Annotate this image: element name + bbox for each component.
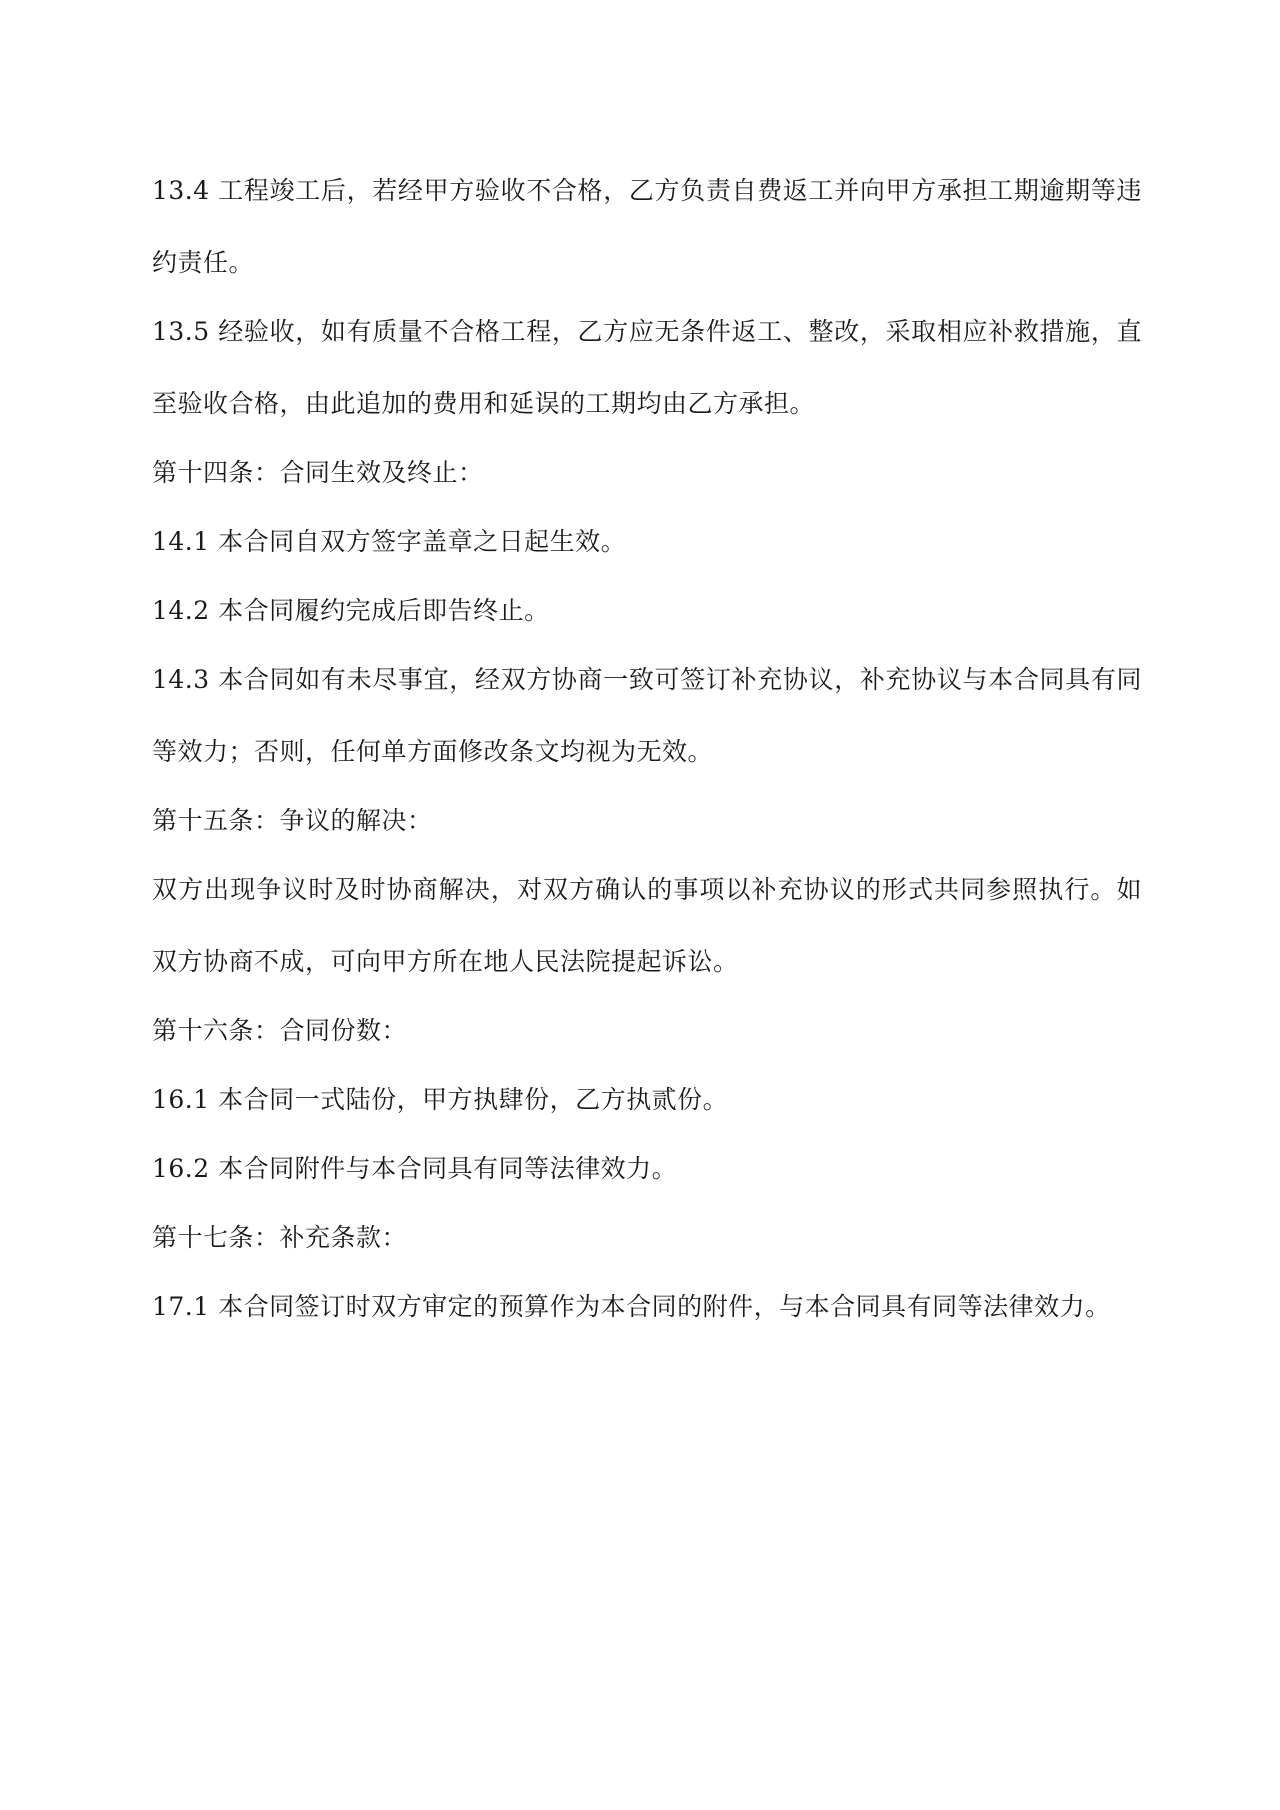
article-16-heading: 第十六条：合同份数： xyxy=(152,1016,408,1045)
clause-16-1: 16.1 本合同一式陆份，甲方执肆份，乙方执贰份。 xyxy=(152,1085,729,1114)
clause-13-4: 13.4 工程竣工后，若经甲方验收不合格，乙方负责自费返工并向甲方承担工期逾期等违约责任。 xyxy=(152,176,1142,277)
clause-17-1: 17.1 本合同签订时双方审定的预算作为本合同的附件，与本合同具有同等法律效力。 xyxy=(152,1292,1111,1321)
clause-16-2: 16.2 本合同附件与本合同具有同等法律效力。 xyxy=(152,1154,678,1183)
article-17-heading: 第十七条：补充条款： xyxy=(152,1223,408,1252)
clause-14-2: 14.2 本合同履约完成后即告终止。 xyxy=(152,596,550,625)
article-15-heading: 第十五条：争议的解决： xyxy=(152,806,433,835)
document-body xyxy=(152,165,1142,1350)
clause-14-3: 14.3 本合同如有未尽事宜，经双方协商一致可签订补充协议，补充协议与本合同具有同等效力；否则，任何单方面修改条文均视为无效。 xyxy=(152,665,1142,766)
clause-14-1: 14.1 本合同自双方签字盖章之日起生效。 xyxy=(152,527,627,556)
article-14-heading: 第十四条：合同生效及终止： xyxy=(152,458,484,487)
clause-13-5: 13.5 经验收，如有质量不合格工程，乙方应无条件返工、整改，采取相应补救措施，直至验收合格，由此追加的费用和延误的工期均由乙方承担。 xyxy=(152,317,1142,418)
article-15-text: 双方出现争议时及时协商解决，对双方确认的事项以补充协议的形式共同参照执行。如双方协商不成，可向甲方所在地人民法院提起诉讼。 xyxy=(152,875,1142,976)
